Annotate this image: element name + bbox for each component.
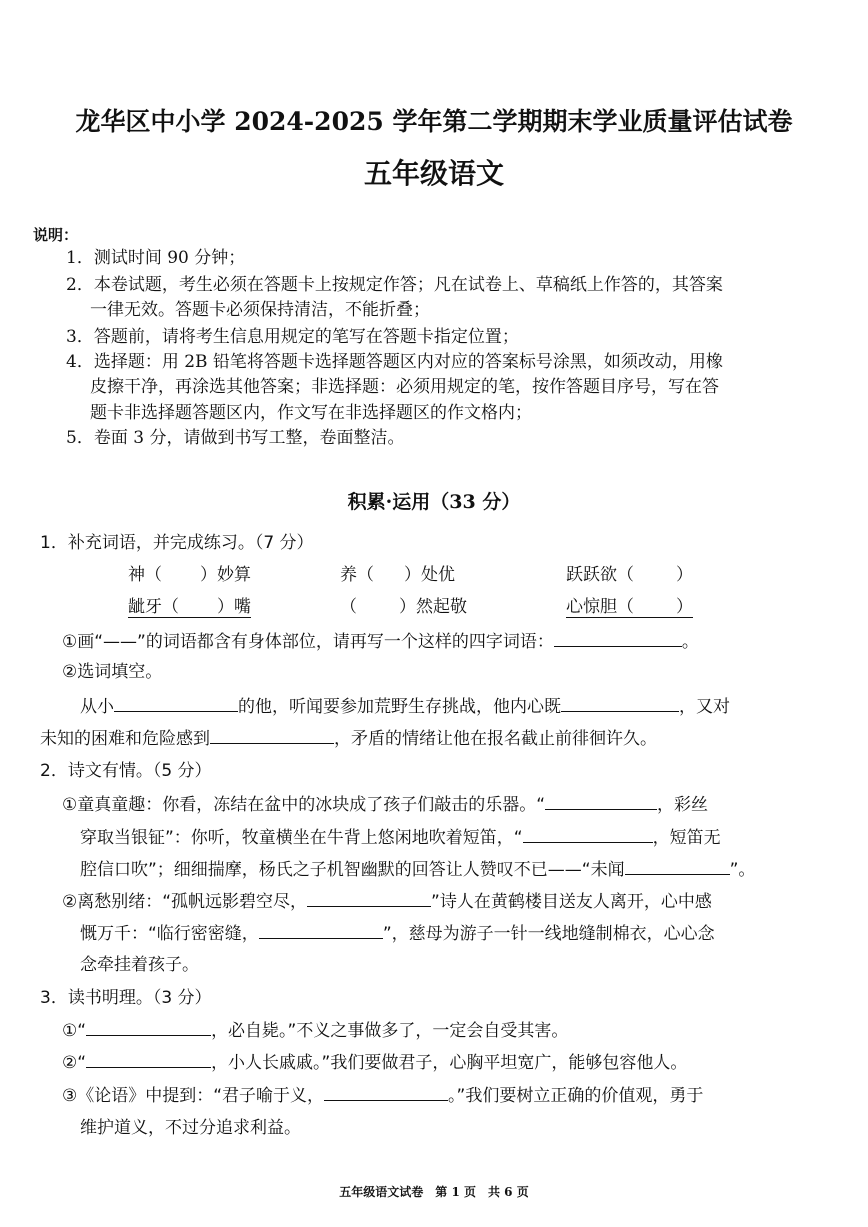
answer-blank[interactable] xyxy=(114,695,238,712)
q2-line: ①童真童趣：你看，冻结在盆中的冰块成了孩子们敲击的乐器。“ ，彩丝 xyxy=(62,795,709,815)
answer-blank[interactable] xyxy=(561,695,679,712)
instruction-item: 题卡非选择题答题区内，作文写在非选择题区的作文格内； xyxy=(90,403,532,423)
instruction-item: 3．答题前，请将考生信息用规定的笔写在答题卡指定位置； xyxy=(66,327,519,347)
q2-line: ②离愁别绪：“孤帆远影碧空尽， ”诗人在黄鹤楼目送友人离开，心中感 xyxy=(62,892,712,912)
answer-blank[interactable] xyxy=(625,858,730,875)
q2-line: 穿取当银钲”：你听，牧童横坐在牛背上悠闲地吹着短笛，“ ，短笛无 xyxy=(80,828,721,848)
q1-sub1: ①画“——”的词语都含有身体部位，请再写一个这样的四字词语： 。 xyxy=(62,632,699,652)
q2-line: 念牵挂着孩子。 xyxy=(80,955,199,975)
q1-fill-line2: 未知的困难和危险感到 ，矛盾的情绪让他在报名截止前徘徊许久。 xyxy=(40,729,657,749)
instruction-item: 皮擦干净，再涂选其他答案；非选择题：必须用规定的笔，按作答题目序号，写在答 xyxy=(90,377,719,397)
answer-blank[interactable] xyxy=(86,1019,211,1036)
answer-blank[interactable] xyxy=(554,630,682,647)
instruction-item: 2．本卷试题，考生必须在答题卡上按规定作答；凡在试卷上、草稿纸上作答的，其答案 xyxy=(66,275,723,295)
q2-stem: 2．诗文有情。（5 分） xyxy=(40,761,212,781)
word-blank-1[interactable]: 神（ ）妙算 xyxy=(128,565,251,585)
answer-blank[interactable] xyxy=(324,1084,448,1101)
answer-blank[interactable] xyxy=(545,793,657,810)
section-title: 积累·运用（33 分） xyxy=(347,491,521,513)
word-blank-3[interactable]: 跃跃欲（ ） xyxy=(566,565,693,585)
instruction-item: 1．测试时间 90 分钟； xyxy=(66,248,246,268)
page-footer: 五年级语文试卷 第 1 页 共 6 页 xyxy=(339,1185,529,1199)
q3-stem: 3．读书明理。（3 分） xyxy=(40,988,212,1008)
q1-stem: 1．补充词语，并完成练习。（7 分） xyxy=(40,533,314,553)
answer-blank[interactable] xyxy=(86,1051,211,1068)
answer-blank[interactable] xyxy=(307,890,431,907)
answer-blank[interactable] xyxy=(523,826,653,843)
q3-line: ③《论语》中提到：“君子喻于义， 。”我们要树立正确的价值观，勇于 xyxy=(62,1086,704,1106)
word-blank-4[interactable]: 龇牙（ ）嘴 xyxy=(128,597,251,617)
q1-fill-line1: 从小 的他，听闻要参加荒野生存挑战，他内心既 ，又对 xyxy=(80,697,730,717)
instructions-heading: 说明： xyxy=(33,226,79,244)
q3-line: 维护道义，不过分追求利益。 xyxy=(80,1118,301,1138)
answer-blank[interactable] xyxy=(210,727,334,744)
q1-sub2: ②选词填空。 xyxy=(62,662,163,682)
word-blank-6[interactable]: 心惊胆（ ） xyxy=(566,597,693,617)
word-blank-2[interactable]: 养（ ）处优 xyxy=(340,565,455,585)
q3-line: ①“ ，必自毙。”不义之事做多了，一定会自受其害。 xyxy=(62,1021,569,1041)
word-blank-5[interactable]: （ ）然起敬 xyxy=(340,597,467,617)
q2-line: 腔信口吹”；细细揣摩，杨氏之子机智幽默的回答让人赞叹不已——“未闻 ”。 xyxy=(80,860,756,880)
answer-blank[interactable] xyxy=(259,922,383,939)
q3-line: ②“ ，小人长戚戚。”我们要做君子，心胸平坦宽广，能够包容他人。 xyxy=(62,1053,688,1073)
instruction-item: 5．卷面 3 分，请做到书写工整，卷面整洁。 xyxy=(66,428,405,448)
instruction-item: 4．选择题：用 2B 铅笔将答题卡选择题答题区内对应的答案标号涂黑，如须改动，用橡 xyxy=(66,352,723,372)
exam-subject: 五年级语文 xyxy=(363,157,504,190)
instruction-item: 一律无效。答题卡必须保持清洁，不能折叠； xyxy=(90,300,430,320)
exam-title: 龙华区中小学 2024-2025 学年第二学期期末学业质量评估试卷 xyxy=(75,107,793,136)
q2-line: 慨万千：“临行密密缝， ”，慈母为游子一针一线地缝制棉衣，心心念 xyxy=(80,924,715,944)
